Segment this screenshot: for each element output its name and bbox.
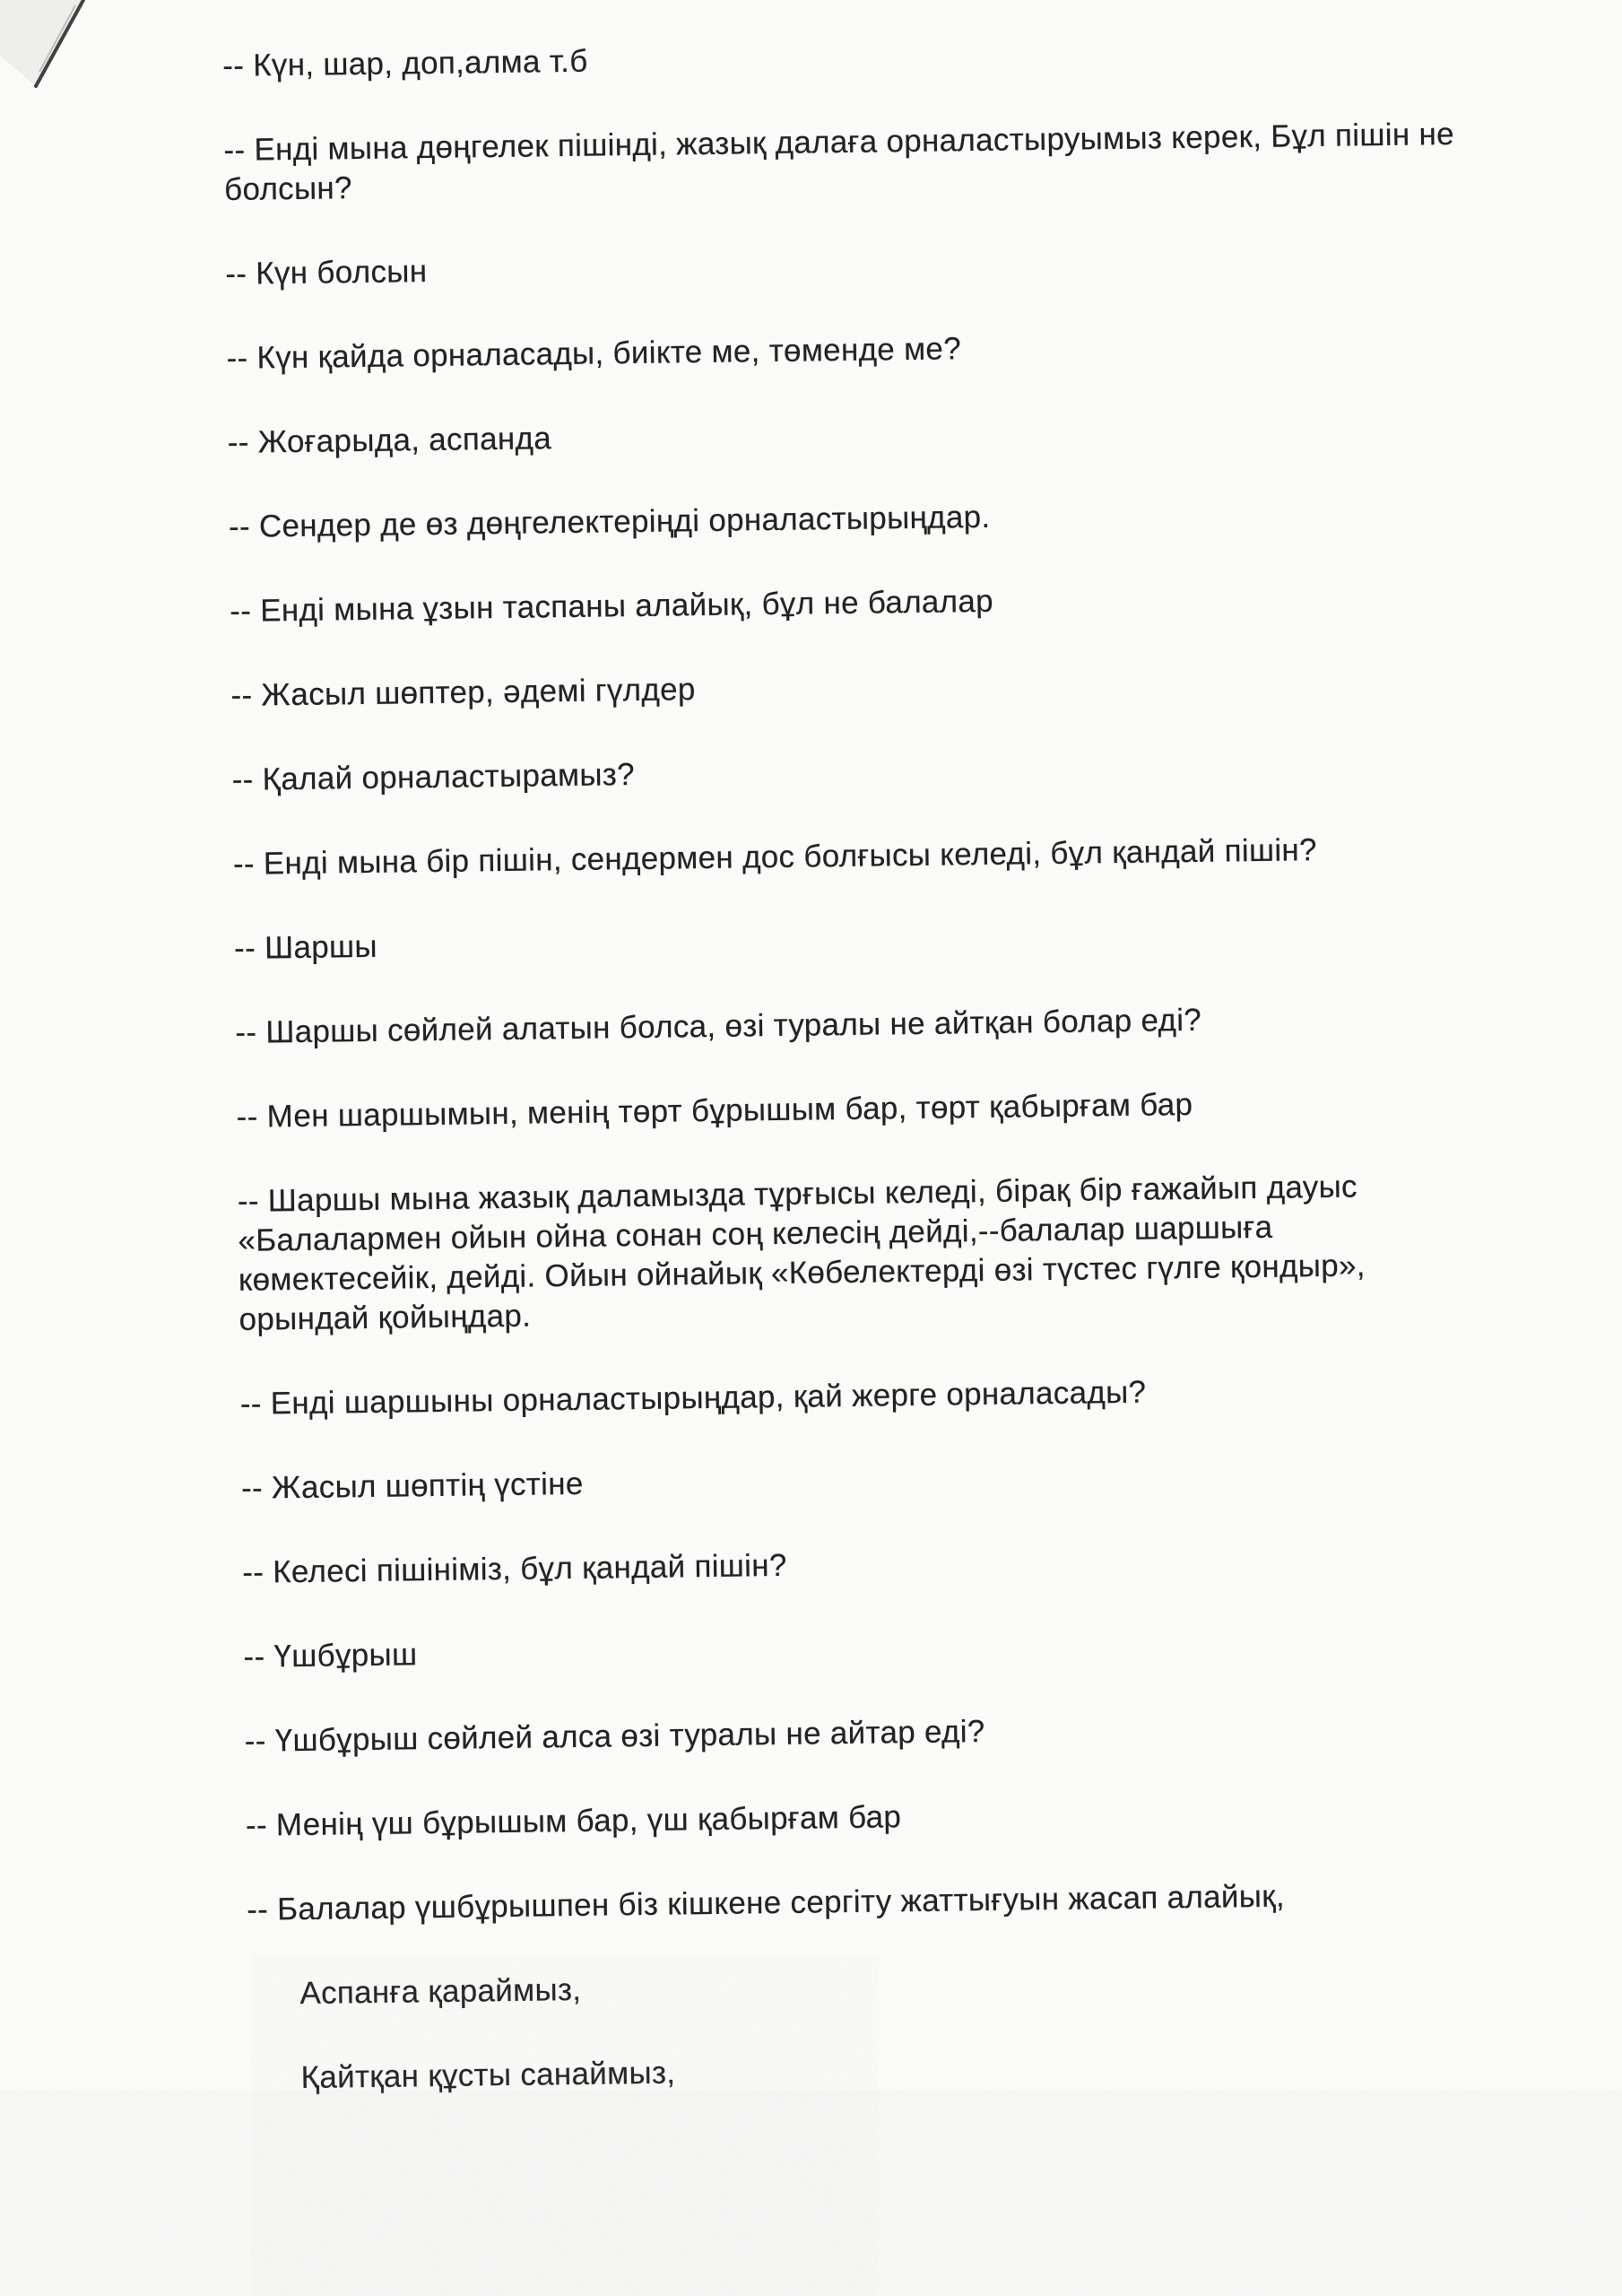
dialogue-line: -- Шаршы мына жазық даламызда тұрғысы келеді, бірақ бір ғажайып дауыс <box>237 1169 1358 1219</box>
dialogue-paragraph <box>226 323 1454 378</box>
dialogue-line: -- Жоғарыда, аспанда <box>227 421 552 460</box>
dialogue-line: -- Менің үш бұрышым бар, үш қабырғам бар <box>245 1799 902 1843</box>
dialogue-line: -- Балалар үшбұрышпен біз кішкене сергіту жаттығуын жасап алайық, <box>246 1878 1286 1927</box>
dialogue-paragraph <box>235 997 1463 1053</box>
dialogue-paragraph <box>230 660 1459 716</box>
dialogue-line: -- Келесі пішініміз, бұл қандай пішін? <box>242 1547 787 1590</box>
dialogue-paragraph <box>248 2043 1477 2099</box>
dialogue-paragraph <box>247 1959 1476 2014</box>
dialogue-line: болсын? <box>223 170 353 207</box>
dialogue-line: -- Жасыл шөптің үстіне <box>240 1465 584 1506</box>
dialogue-paragraph <box>236 1082 1464 1137</box>
dialogue-line: -- Үшбұрыш сөйлей алса өзі туралы не айтар еді? <box>244 1714 985 1759</box>
dialogue-line: «Балалармен ойын ойна сонан соң келесің дейді,--балалар шаршыға <box>238 1209 1273 1258</box>
dialogue-line: -- Мен шаршымын, менің төрт бұрышым бар, төрт қабырғам бар <box>236 1086 1193 1135</box>
dialogue-line: -- Үшбұрыш <box>243 1637 418 1674</box>
dialogue-paragraph <box>225 239 1453 294</box>
dialogue-text-block <box>222 30 1478 2144</box>
dialogue-paragraph <box>238 1166 1468 1340</box>
dialogue-line: -- Қалай орналастырамыз? <box>231 757 636 797</box>
dialogue-paragraph <box>230 576 1458 631</box>
dialogue-paragraph <box>231 744 1460 800</box>
page-corner-fold-mark <box>0 0 197 161</box>
dialogue-paragraph <box>247 1874 1475 1930</box>
dialogue-paragraph <box>223 115 1453 210</box>
dialogue-paragraph <box>234 913 1462 969</box>
dialogue-line: көмектесейік, дейді. Ойын ойнайық «Көбелектерді өзі түстес гүлге қондыр», <box>238 1248 1366 1298</box>
dialogue-paragraph <box>246 1790 1474 1846</box>
dialogue-line: орындай қойыңдар. <box>239 1298 532 1337</box>
dialogue-line: -- Жасыл шөптер, әдемі гүлдер <box>230 672 696 713</box>
dialogue-line: -- Енді шаршыны орналастырыңдар, қай жерге орналасады? <box>239 1374 1147 1422</box>
dialogue-paragraph <box>229 491 1457 547</box>
dialogue-paragraph <box>233 829 1462 884</box>
dialogue-line: -- Күн, шар, доп,алма т.б <box>222 43 588 83</box>
dialogue-line: -- Шаршы <box>233 928 378 966</box>
dialogue-line: -- Енді мына бір пішін, сендермен дос болғысы келеді, бұл қандай пішін? <box>232 832 1318 882</box>
dialogue-line: -- Күн қайда орналасады, биікте ме, төменде ме? <box>226 331 962 376</box>
dialogue-paragraph <box>227 407 1455 463</box>
dialogue-line: -- Енді мына дөңгелек пішінді, жазық далаға орналастыруымыз керек, Бұл пішін не <box>223 117 1455 168</box>
dialogue-line: -- Сендер де өз дөңгелектеріңді орналастырыңдар. <box>228 499 991 544</box>
dialogue-paragraph <box>240 1369 1469 1424</box>
dialogue-paragraph <box>241 1453 1470 1509</box>
dialogue-paragraph <box>222 30 1451 86</box>
dialogue-paragraph <box>243 1622 1471 1677</box>
dialogue-line: -- Күн болсын <box>225 254 428 291</box>
dialogue-line: Қайтқан құсты санаймыз, <box>300 2055 676 2096</box>
dialogue-line: Аспанға қараймыз, <box>299 1971 582 2012</box>
dialogue-line: -- Енді мына ұзын таспаны алайық, бұл не балалар <box>229 583 994 629</box>
dialogue-paragraph <box>244 1706 1472 1761</box>
dialogue-paragraph <box>242 1537 1470 1593</box>
dialogue-line: -- Шаршы сөйлей алатын болса, өзі туралы не айтқан болар еді? <box>235 1002 1202 1050</box>
